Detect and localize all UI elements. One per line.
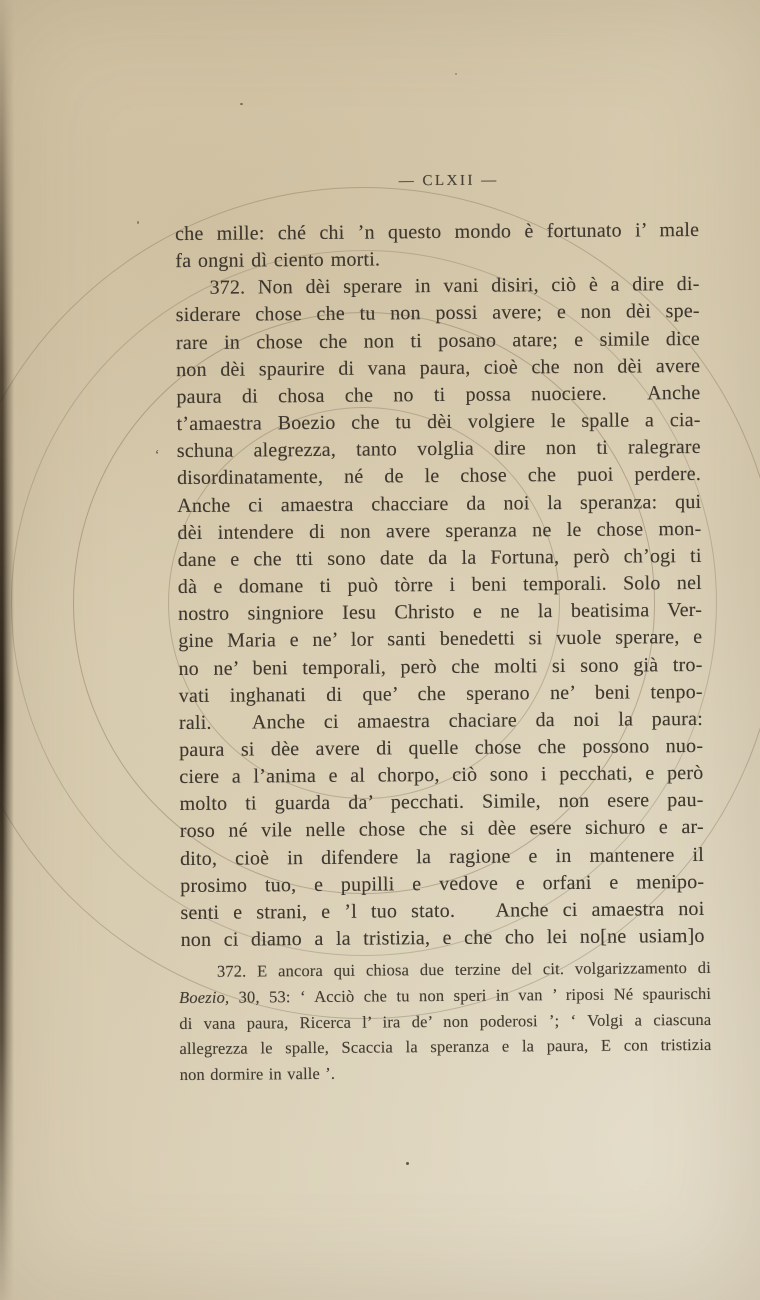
text-line: schuna alegrezza, tanto volglia dire non ti ralegrare	[176, 436, 701, 463]
text-line: rare in chose che non ti posano atare; e simile dice	[175, 327, 701, 354]
text-line: dito, cioè in difendere la ragione e in mantenere il	[179, 843, 705, 870]
text-line: dèi intendere di non avere speranza ne le chose mon-	[177, 517, 702, 544]
text-line: dane e che tti sono date da la Fortuna, però ch’ogi ti	[177, 544, 702, 571]
footnote-line: non dormire in valle ’.	[179, 1064, 336, 1085]
text-line: fa ongni dì ciento morti.	[175, 248, 381, 273]
text-line: dà e domane ti può tòrre i beni temporali. Solo nel	[177, 571, 702, 599]
text-line: nostro singniore Iesu Christo e ne la beatisima Ver-	[178, 599, 703, 626]
footnote-line-text: 30, 53: ‘ Acciò che tu non speri in van ’ riposi Né spaurischi	[229, 983, 712, 1007]
text-line: ciere a l’anima e al chorpo, ciò sono i pecchati, e però	[179, 762, 704, 789]
text-line: gine Maria e ne’ lor santi benedetti si vuole sperare, e	[178, 626, 703, 653]
text-line: t’amaestra Boezio che tu dèi volgiere le spalle a cia-	[176, 409, 701, 436]
text-line: non dèi spaurire di vana paura, cioè che non dèi avere	[176, 354, 701, 381]
text-line: 372. Non dèi sperare in vani disiri, ciò è a dire di-	[209, 273, 700, 300]
text-line: no ne’ beni temporali, però che molti si sono già tro-	[178, 653, 703, 680]
text-line: non ci diamo a la tristizia, e che cho lei no[ne usiam]o	[180, 924, 705, 952]
footnote-line: di vana paura, Ricerca l’ ira de’ non poderosi ’; ‘ Volgi a ciascuna	[179, 1009, 712, 1033]
text-line: disordinatamente, né de le chose che puoi perdere.	[176, 463, 702, 490]
footnote-line: 372. E ancora qui chiosa due terzine del cit. volgarizzamento di	[216, 957, 711, 981]
text-line: paura di chosa che no ti possa nuociere. Anche	[176, 381, 701, 409]
text-line: molto ti guarda da’ pecchati. Simile, non esere pau-	[179, 789, 704, 816]
text-line: senti e strani, e ’l tuo stato. Anche ci amaestra noi	[180, 897, 705, 924]
text-line: che mille: ché chi ’n questo mondo è fortunato i’ male	[175, 218, 700, 246]
stray-mark: ‘	[154, 448, 160, 464]
text-line: prosimo tuo, e pupilli e vedove e orfani e menipo-	[180, 870, 705, 897]
text-line: siderare chose che tu non possi avere; e non dèi spe-	[175, 300, 700, 327]
footnote	[179, 955, 712, 1088]
footnote-italic-title: Boezio,	[179, 987, 230, 1007]
main-text	[175, 217, 705, 954]
text-line: Anche ci amaestra chacciare da noi la speranza: qui	[177, 490, 702, 517]
text-line: vati inghanati di que’ che sperano ne’ beni tenpo-	[178, 680, 703, 707]
text-line: paura si dèe avere di quelle chose che possono nuo-	[179, 734, 704, 762]
footnote-line	[179, 981, 711, 1011]
text-line: rali. Anche ci amaestra chaciare da noi la paura:	[178, 707, 704, 734]
text-line: roso né vile nelle chose che si dèe esere sichuro e ar-	[179, 816, 704, 843]
folio-number: — CLXII —	[398, 172, 499, 190]
footnote-line: allegrezza le spalle, Scaccia la speranza e la paura, E con tristizia	[179, 1035, 712, 1059]
